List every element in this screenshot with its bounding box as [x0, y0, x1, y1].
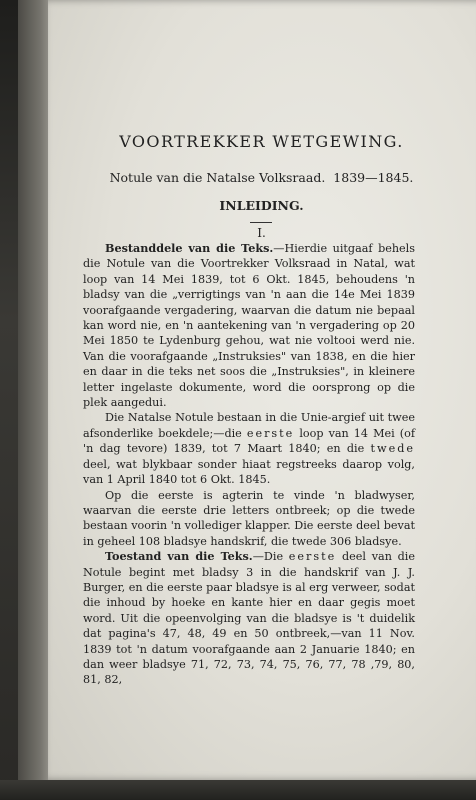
page-content [83, 120, 415, 688]
subtitle-text: Notule van die Natalse Volksraad. [109, 170, 326, 185]
section-heading: INLEIDING. [219, 198, 304, 213]
paragraph-1-lead: Bestanddele van die Teks. [105, 241, 274, 255]
paragraph-2-text-c: deel, wat blykbaar sonder hiaat regstreeks daarop volg, van 1 April 1840 tot 6 Okt. 1845. [83, 457, 415, 487]
subtitle-years: 1839—1845. [333, 170, 414, 185]
paragraph-4-text-b: deel van die Notule begint met bladsy 3 in die handskrif van J. J. Burger, en die eerste paar bladsye is al erg verweer, sodat die inhoud by hoeke en kante hier en daar gegis moet word. Uit die opeenvolging van die bladsye is 't duidelik dat pagina's 47, 48, 49 en 50 ontbreek,—van 11 Nov. 1839 tot 'n datum voorafgaande aan 2 Januarie 1840; en dan weer bladsye 71, 72, 73, 74, 75, 76, 77, 78 ,79, 80, 81, 82, [83, 550, 415, 687]
paragraph-1 [83, 241, 415, 410]
paragraph-2-spaced-a: eerste [246, 426, 295, 440]
document-subtitle [83, 164, 415, 192]
paragraph-2-text-b: loop van 14 Mei (of 'n dag tevore) 1839, tot 7 Maart 1840; en die [83, 426, 415, 456]
paragraph-1-text: —Hierdie uitgaaf behels die Notule van die Voortrekker Volksraad in Natal, wat loop van 14 Mei 1839, tot 6 Okt. 1845, behoudens 'n bladsy van die „verrigtings van 'n aan die 14e Mei 1839 voorafgaande vergadering, waarvan die datum nie bepaal kan word nie, en 'n aantekening van 'n vergadering op 20 Mei 1850 te Lydenburg gehou, wat nie voltooi werd nie. Van die voorafgaande „Instruksies" van 1838, en die hier en daar in die teks net soos die „Instruksies", in kleinere letter ingelaste dokumente, word die oorsprong op die plek aangedui. [83, 242, 415, 410]
paragraph-3: Op die eerste is agterin te vinde 'n bladwyser, waarvan die eerste drie letters ontbreek; op die twede bestaan voorin 'n vollediger klapper. Die eerste deel bevat in geheel 108 bladsye handskrif, die twede 306 bladsye. [83, 488, 415, 548]
paragraph-2-text-a: Die Natalse Notule bestaan in die Unie-argief uit twee afsonderlike boekdele;—die [83, 411, 415, 440]
document-title: VOORTREKKER WETGEWING. [119, 132, 404, 151]
section-number: I. [257, 226, 266, 240]
paragraph-2-spaced-b: twede [370, 442, 415, 456]
paragraph-4 [83, 549, 415, 688]
page-bottom-shadow [0, 780, 476, 800]
paragraph-4-spaced: eerste [288, 550, 337, 564]
paragraph-2 [83, 410, 415, 487]
paragraph-4-text-a: —Die [252, 550, 289, 564]
paragraph-4-lead: Toestand van die Teks. [105, 549, 253, 564]
heading-rule [250, 222, 272, 223]
body-text [83, 241, 415, 688]
book-spine-shadow [0, 0, 18, 800]
